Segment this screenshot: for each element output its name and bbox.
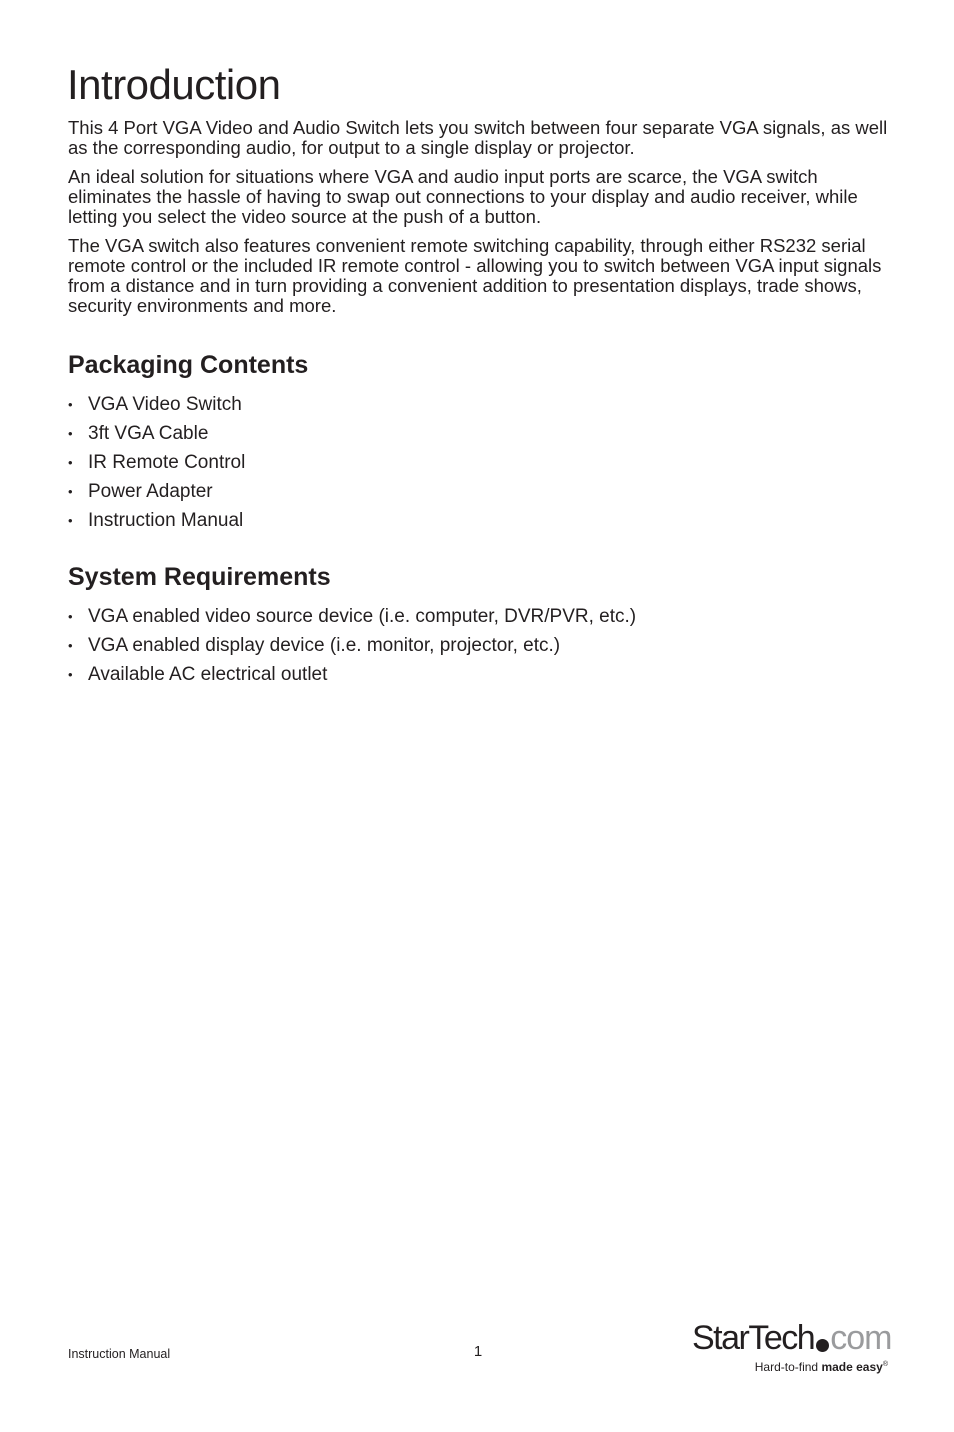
startech-logo (690, 1318, 890, 1380)
logo-word-text: StarTech (692, 1319, 815, 1357)
list-item-text: VGA Video Switch (88, 394, 242, 415)
packaging-contents-section (68, 350, 898, 535)
list-item-text: 3ft VGA Cable (88, 423, 209, 444)
system-requirements-list (68, 602, 898, 689)
list-item-text: Available AC electrical outlet (88, 664, 328, 685)
logo-dot-icon (816, 1339, 829, 1352)
list-item-text: VGA enabled video source device (i.e. computer, DVR/PVR, etc.) (88, 606, 637, 627)
list-item (68, 419, 898, 448)
system-requirements-heading: System Requirements (68, 563, 331, 591)
registered-mark: ® (882, 1361, 888, 1368)
logo-suffix: com (830, 1319, 892, 1357)
bullet-icon: • (68, 484, 73, 499)
intro-paragraph: An ideal solution for situations where VGA and audio input ports are scarce, the VGA switch eliminates the hassle of having to swap out connections to your display and audio receiver, while letting you select the video source at the push of a button. (68, 166, 858, 227)
list-item-text: Power Adapter (88, 481, 213, 502)
tagline-bold: made easy (821, 1360, 883, 1374)
list-item-text: VGA enabled display device (i.e. monitor, projector, etc.) (88, 635, 561, 656)
bullet-icon: • (68, 397, 73, 412)
tagline-light: Hard-to-find (754, 1360, 822, 1374)
list-item (68, 390, 898, 419)
system-requirements-section (68, 562, 898, 689)
list-item (68, 660, 898, 689)
bullet-icon: • (68, 513, 73, 528)
bullet-icon: • (68, 667, 73, 682)
intro-section (68, 118, 898, 325)
list-item-text: IR Remote Control (88, 452, 246, 473)
logo-wordmark (692, 1318, 891, 1358)
logo-tagline (755, 1360, 888, 1374)
bullet-icon: • (68, 638, 73, 653)
list-item (68, 477, 898, 506)
packaging-contents-list (68, 390, 898, 535)
intro-paragraph: This 4 Port VGA Video and Audio Switch lets you switch between four separate VGA signals, as well as the corresponding audio, for output to a single display or projector. (68, 117, 888, 158)
list-item (68, 506, 898, 535)
list-item (68, 631, 898, 660)
packaging-contents-heading: Packaging Contents (68, 351, 309, 379)
bullet-icon: • (68, 609, 73, 624)
footer-document-label: Instruction Manual (68, 1347, 171, 1361)
page-number: 1 (473, 1343, 483, 1360)
bullet-icon: • (68, 426, 73, 441)
intro-paragraph: The VGA switch also features convenient remote switching capability, through either RS232 serial remote control or the included IR remote control - allowing you to switch between VGA input signals from a distance and in turn providing a convenient addition to presentation displays, trade shows, security environments and more. (68, 235, 882, 316)
list-item (68, 448, 898, 477)
list-item-text: Instruction Manual (88, 510, 244, 531)
page-title: Introduction (67, 61, 281, 108)
list-item (68, 602, 898, 631)
bullet-icon: • (68, 455, 73, 470)
